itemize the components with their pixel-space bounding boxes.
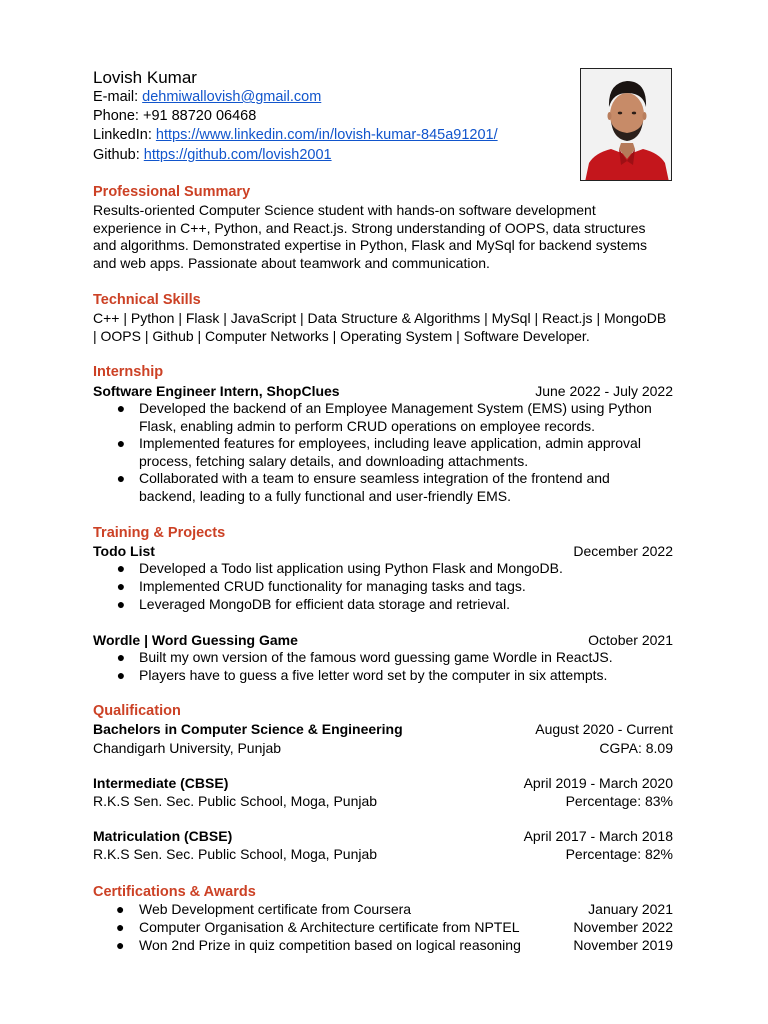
candidate-name: Lovish Kumar <box>93 68 197 87</box>
qualification-detail <box>93 792 673 810</box>
bullet-icon: ● <box>116 937 125 953</box>
linkedin-link[interactable]: https://www.linkedin.com/in/lovish-kumar-845a91201/ <box>155 127 498 143</box>
email-label: E-mail: <box>93 89 143 105</box>
bullet-text: process, fetching salary details, and downloading attachments. <box>139 452 529 469</box>
linkedin-line <box>93 126 498 145</box>
phone-line: Phone: +91 88720 06468 <box>93 108 257 124</box>
summary-line: and web apps. Passionate about teamwork and communication. <box>93 254 490 271</box>
certification-text: Computer Organisation & Architecture certificate from NPTEL <box>139 919 520 935</box>
qualification-degree: Bachelors in Computer Science & Engineering <box>93 721 403 737</box>
qualification-score: Percentage: 82% <box>565 846 673 862</box>
certification-item <box>115 901 673 919</box>
bullet-text: Collaborated with a team to ensure seamless integration of the frontend and <box>139 470 610 486</box>
summary-text <box>93 202 673 272</box>
internship-heading: Internship <box>93 364 164 380</box>
bullet-icon: ● <box>116 901 125 917</box>
bullet-icon: ● <box>116 919 125 935</box>
qualification-score: CGPA: 8.09 <box>599 740 673 756</box>
summary-line: experience in C++, Python, and React.js. Strong understanding of OOPS, data structures <box>93 219 646 236</box>
summary-line: Results-oriented Computer Science student with hands-on software development <box>93 202 596 218</box>
summary-heading: Professional Summary <box>93 184 251 200</box>
qualification-school: R.K.S Sen. Sec. Public School, Moga, Punjab <box>93 793 378 809</box>
github-label: Github: <box>93 147 144 163</box>
qualification-heading: Qualification <box>93 703 181 719</box>
qualification-degree: Matriculation (CBSE) <box>93 828 233 844</box>
bullet-icon: ● <box>116 578 126 594</box>
qualification-header <box>93 827 673 845</box>
bullet-icon: ● <box>116 649 126 665</box>
skills-line: | OOPS | Github | Computer Networks | Operating System | Software Developer. <box>93 327 590 344</box>
skills-heading: Technical Skills <box>93 292 201 308</box>
certification-item <box>115 919 673 937</box>
certification-date: November 2019 <box>573 937 673 953</box>
project-date: October 2021 <box>588 632 673 648</box>
certifications-heading: Certifications & Awards <box>93 884 256 900</box>
project-date: December 2022 <box>573 543 673 559</box>
summary-line: and algorithms. Demonstrated expertise in Python, Flask and MySql for backend systems <box>93 237 648 253</box>
github-line <box>93 146 332 165</box>
bullet-icon: ● <box>116 560 126 576</box>
qualification-header <box>93 720 673 738</box>
skills-line: C++ | Python | Flask | JavaScript | Data Structure & Algorithms | MySql | React.js | MongoDB <box>93 310 667 326</box>
project-title: Todo List <box>93 543 155 559</box>
bullet-icon: ● <box>116 435 126 451</box>
email-line <box>93 88 321 107</box>
project-header <box>93 631 673 649</box>
qualification-date: August 2020 - Current <box>535 721 673 737</box>
qualification-degree: Intermediate (CBSE) <box>93 775 229 791</box>
qualification-detail <box>93 845 673 863</box>
bullet-text: Players have to guess a five letter word set by the computer in six attempts. <box>139 667 608 683</box>
bullet-text: Leveraged MongoDB for efficient data storage and retrieval. <box>139 596 510 612</box>
certification-date: November 2022 <box>573 919 673 935</box>
qualification-header <box>93 774 673 792</box>
bullet-text: backend, leading to a fully functional and user-friendly EMS. <box>139 487 511 504</box>
certification-item <box>115 937 673 955</box>
projects-heading: Training & Projects <box>93 525 226 541</box>
bullet-icon: ● <box>116 400 126 416</box>
bullet-icon: ● <box>116 470 126 486</box>
bullet-icon: ● <box>116 596 126 612</box>
bullet-icon: ● <box>116 667 126 683</box>
bullet-text: Built my own version of the famous word guessing game Wordle in ReactJS. <box>139 649 613 665</box>
certification-date: January 2021 <box>588 901 673 917</box>
qualification-date: April 2019 - March 2020 <box>523 775 673 791</box>
bullet-text: Flask, enabling admin to perform CRUD operations on employee records. <box>139 417 595 434</box>
profile-photo <box>580 68 672 181</box>
project-title: Wordle | Word Guessing Game <box>93 632 298 648</box>
email-link[interactable]: dehmiwallovish@gmail.com <box>142 89 322 105</box>
qualification-school: R.K.S Sen. Sec. Public School, Moga, Punjab <box>93 846 378 862</box>
certification-text: Won 2nd Prize in quiz competition based on logical reasoning <box>139 937 521 953</box>
qualification-score: Percentage: 83% <box>565 793 673 809</box>
github-link[interactable]: https://github.com/lovish2001 <box>143 147 332 163</box>
bullet-text: Implemented features for employees, including leave application, admin approval <box>139 435 641 451</box>
qualification-school: Chandigarh University, Punjab <box>93 740 282 756</box>
bullet-text: Developed the backend of an Employee Management System (EMS) using Python <box>139 400 652 416</box>
internship-title: Software Engineer Intern, ShopClues <box>93 383 340 399</box>
qualification-detail <box>93 739 673 757</box>
bullet-text: Implemented CRUD functionality for managing tasks and tags. <box>139 578 526 594</box>
project-header <box>93 542 673 560</box>
qualification-date: April 2017 - March 2018 <box>523 828 673 844</box>
skills-text <box>93 310 673 345</box>
internship-date: June 2022 - July 2022 <box>535 383 673 399</box>
bullet-text: Developed a Todo list application using Python Flask and MongoDB. <box>139 560 563 576</box>
internship-header <box>93 382 673 400</box>
linkedin-label: LinkedIn: <box>93 127 156 143</box>
certification-text: Web Development certificate from Coursera <box>139 901 412 917</box>
